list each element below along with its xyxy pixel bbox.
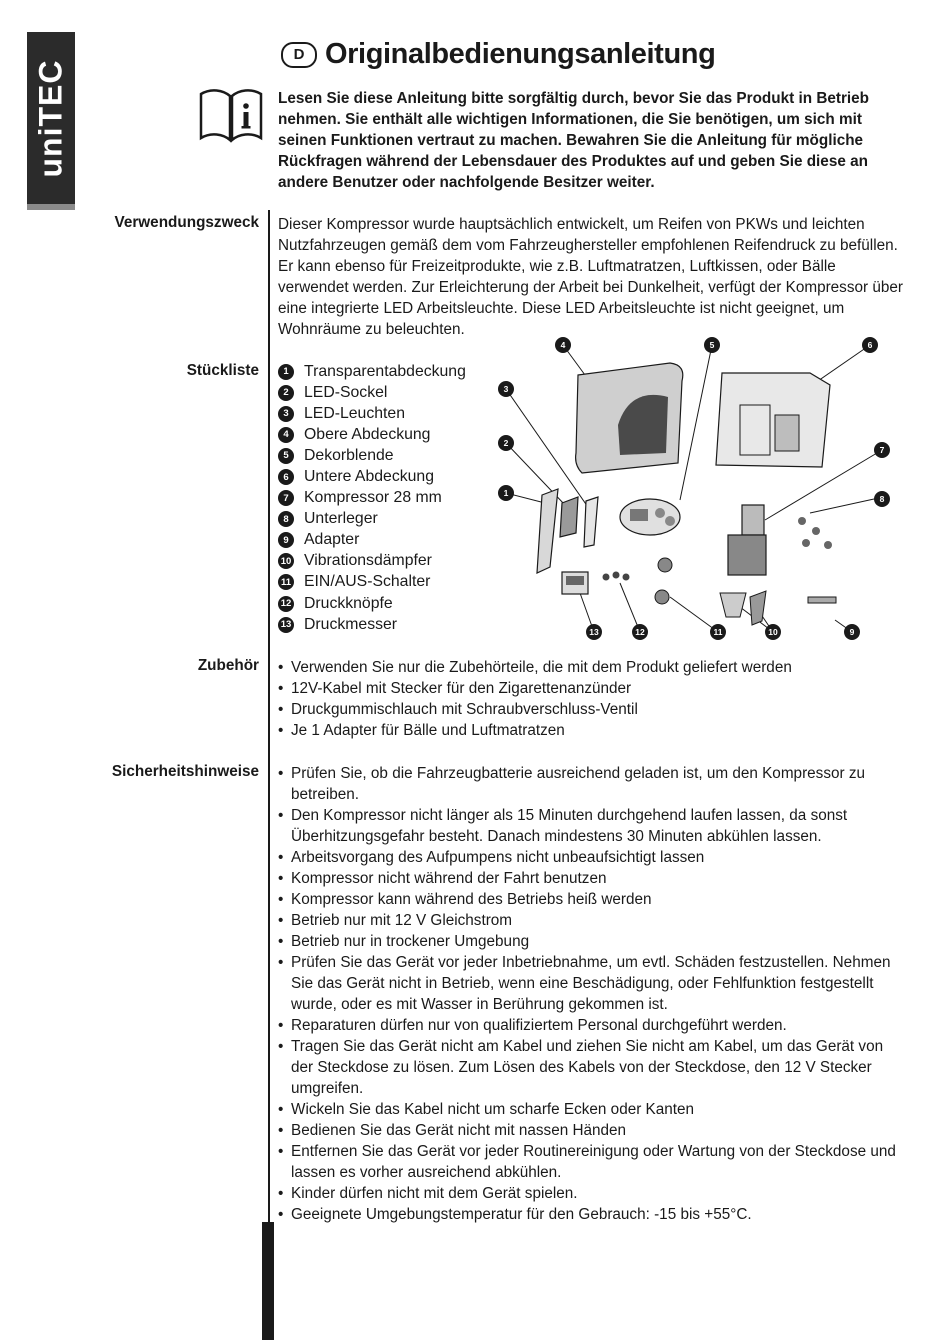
callout-number: 13 xyxy=(278,617,294,633)
parts-list-item xyxy=(278,424,466,445)
part-name: Adapter xyxy=(304,531,360,549)
part-name: Kompressor 28 mm xyxy=(304,489,442,507)
callout-number: 12 xyxy=(278,596,294,612)
part-name: LED-Leuchten xyxy=(304,404,405,422)
part-name: Transparentabdeckung xyxy=(304,362,466,380)
callout-number: 4 xyxy=(278,427,294,443)
part-name: Obere Abdeckung xyxy=(304,425,431,443)
part-name: Druckmesser xyxy=(304,615,398,633)
callout-number: 8 xyxy=(278,511,294,527)
part-name: LED-Sockel xyxy=(304,383,388,401)
part-name: Dekorblende xyxy=(304,446,394,464)
section-text-use: Dieser Kompressor wurde hauptsächlich entwickelt, um Reifen von PKWs und leichten Nutzfahrzeugen gemäß dem vom Fahrzeughersteller empfohlenen Reifendruck zu befüllen. Er kann ebenso für Freizeitprodukte, wie z.B. Luftmatratzen, Luftkissen, oder Bälle verwendet werden. Zur Erleichterung der Arbeit bei Dunkelheit, verfügt der Kompressor über eine integrierte LED Arbeitsleuchte. Diese LED Arbeitsleuchte ist nicht geeignet, um Wohnräume zu beleuchten. xyxy=(278,216,903,338)
part-name: Unterleger xyxy=(304,510,378,528)
list-item: • Entfernen Sie das Gerät vor jeder Routinereinigung oder Wartung von der Steckdose und lassen es vorher ausreichend abkühlen. xyxy=(278,1141,908,1183)
list-item: • 12V-Kabel mit Stecker für den Zigarettenanzünder xyxy=(278,678,918,699)
callout-number: 1 xyxy=(278,364,294,380)
callout-number: 9 xyxy=(278,532,294,548)
list-item: • Betrieb nur mit 12 V Gleichstrom xyxy=(278,910,908,931)
parts-list-item xyxy=(278,445,466,466)
diagram-callout-8: 8 xyxy=(879,494,885,504)
list-item: • Kinder dürfen nicht mit dem Gerät spielen. xyxy=(278,1183,908,1204)
callout-number: 10 xyxy=(278,553,294,569)
diagram-callout-9: 9 xyxy=(849,627,855,637)
parts-list-item xyxy=(278,551,466,572)
diagram-callout-2: 2 xyxy=(503,438,509,448)
list-item: • Kompressor kann während des Betriebs heiß werden xyxy=(278,889,908,910)
page-title: Originalbedienungsanleitung xyxy=(325,38,716,70)
column-divider xyxy=(268,210,270,1230)
list-item: • Tragen Sie das Gerät nicht am Kabel und ziehen Sie nicht am Kabel, um das Gerät von der Steckdose zu lösen. Zum Lösen des Kabels von der Steckdose, den 12 V Stecker umgreifen. xyxy=(278,1036,908,1099)
part-name: Druckknöpfe xyxy=(304,594,393,612)
parts-list xyxy=(278,361,466,635)
list-item: • Bedienen Sie das Gerät nicht mit nassen Händen xyxy=(278,1120,908,1141)
diagram-callout-5: 5 xyxy=(709,340,715,350)
list-item: • Wickeln Sie das Kabel nicht um scharfe Ecken oder Kanten xyxy=(278,1099,908,1120)
list-item: • Prüfen Sie, ob die Fahrzeugbatterie ausreichend geladen ist, um den Kompressor zu betreiben. xyxy=(278,763,908,805)
parts-list-item xyxy=(278,614,466,635)
list-item: • Verwenden Sie nur die Zubehörteile, die mit dem Produkt geliefert werden xyxy=(278,657,918,678)
callout-number: 5 xyxy=(278,448,294,464)
parts-list-item xyxy=(278,572,466,593)
list-item: • Den Kompressor nicht länger als 15 Minuten durchgehend laufen lassen, da sonst Überhitzungsgefahr besteht. Danach mindestens 30 Minuten abkühlen lassen. xyxy=(278,805,908,847)
parts-list-item xyxy=(278,403,466,424)
callout-number: 2 xyxy=(278,385,294,401)
page-header xyxy=(281,38,715,71)
part-name: Vibrationsdämpfer xyxy=(304,552,432,570)
brand-logo: uniTEC xyxy=(32,59,69,177)
list-item: • Druckgummischlauch mit Schraubverschluss-Ventil xyxy=(278,699,918,720)
diagram-callout-13: 13 xyxy=(589,627,599,637)
diagram-callout-7: 7 xyxy=(879,445,885,455)
language-badge: D xyxy=(281,42,317,68)
diagram-callout-12: 12 xyxy=(635,627,645,637)
parts-list-item xyxy=(278,466,466,487)
exploded-view-diagram xyxy=(490,335,900,645)
parts-list-item xyxy=(278,593,466,614)
brand-bar-gradient xyxy=(27,204,75,210)
section-label-safety: Sicherheitshinweise xyxy=(111,763,259,780)
part-name: EIN/AUS-Schalter xyxy=(304,573,431,591)
column-divider-thick xyxy=(262,1222,274,1340)
diagram-callout-4: 4 xyxy=(560,340,566,350)
list-item: • Geeignete Umgebungstemperatur für den Gebrauch: -15 bis +55°C. xyxy=(278,1204,908,1225)
list-item: • Betrieb nur in trockener Umgebung xyxy=(278,931,908,952)
diagram-callout-1: 1 xyxy=(503,488,509,498)
parts-list-item xyxy=(278,382,466,403)
list-item: • Je 1 Adapter für Bälle und Luftmatratzen xyxy=(278,720,918,741)
diagram-callout-10: 10 xyxy=(768,627,778,637)
accessories-list xyxy=(278,657,918,741)
list-item: • Prüfen Sie das Gerät vor jeder Inbetriebnahme, um evtl. Schäden festzustellen. Nehmen Sie das Gerät nicht in Betrieb, wenn eine Beschädigung, oder Fehlfunktion festgestellt wurde, oder es mit Wasser in Berührung gekommen ist. xyxy=(278,952,908,1015)
diagram-callout-3: 3 xyxy=(503,384,509,394)
callout-number: 7 xyxy=(278,490,294,506)
parts-list-item xyxy=(278,488,466,509)
part-name: Untere Abdeckung xyxy=(304,468,434,486)
parts-list-item xyxy=(278,530,466,551)
info-book-icon xyxy=(199,86,263,144)
parts-list-item xyxy=(278,361,466,382)
list-item: • Arbeitsvorgang des Aufpumpens nicht unbeaufsichtigt lassen xyxy=(278,847,908,868)
list-item: • Kompressor nicht während der Fahrt benutzen xyxy=(278,868,908,889)
diagram-callout-6: 6 xyxy=(867,340,873,350)
list-item: • Reparaturen dürfen nur von qualifiziertem Personal durchgeführt werden. xyxy=(278,1015,908,1036)
section-label-use: Verwendungszweck xyxy=(114,214,259,231)
callout-number: 11 xyxy=(278,574,294,590)
callout-number: 3 xyxy=(278,406,294,422)
section-label-accessories: Zubehör xyxy=(197,657,259,674)
diagram-callout-11: 11 xyxy=(713,627,723,637)
callout-number: 6 xyxy=(278,469,294,485)
intro-text: Lesen Sie diese Anleitung bitte sorgfältig durch, bevor Sie das Produkt in Betrieb nehmen. Sie enthält alle wichtigen Informationen, die Sie benötigen, um sich mit seinen Funktionen vertraut zu machen. Bewahren Sie die Anleitung für mögliche Rückfragen während der Lebensdauer des Produktes auf und geben Sie diese an andere Benutzer oder nachfolgende Besitzer weiter. xyxy=(278,90,870,191)
parts-list-item xyxy=(278,509,466,530)
section-label-parts: Stückliste xyxy=(186,362,259,379)
safety-list xyxy=(278,763,908,1225)
